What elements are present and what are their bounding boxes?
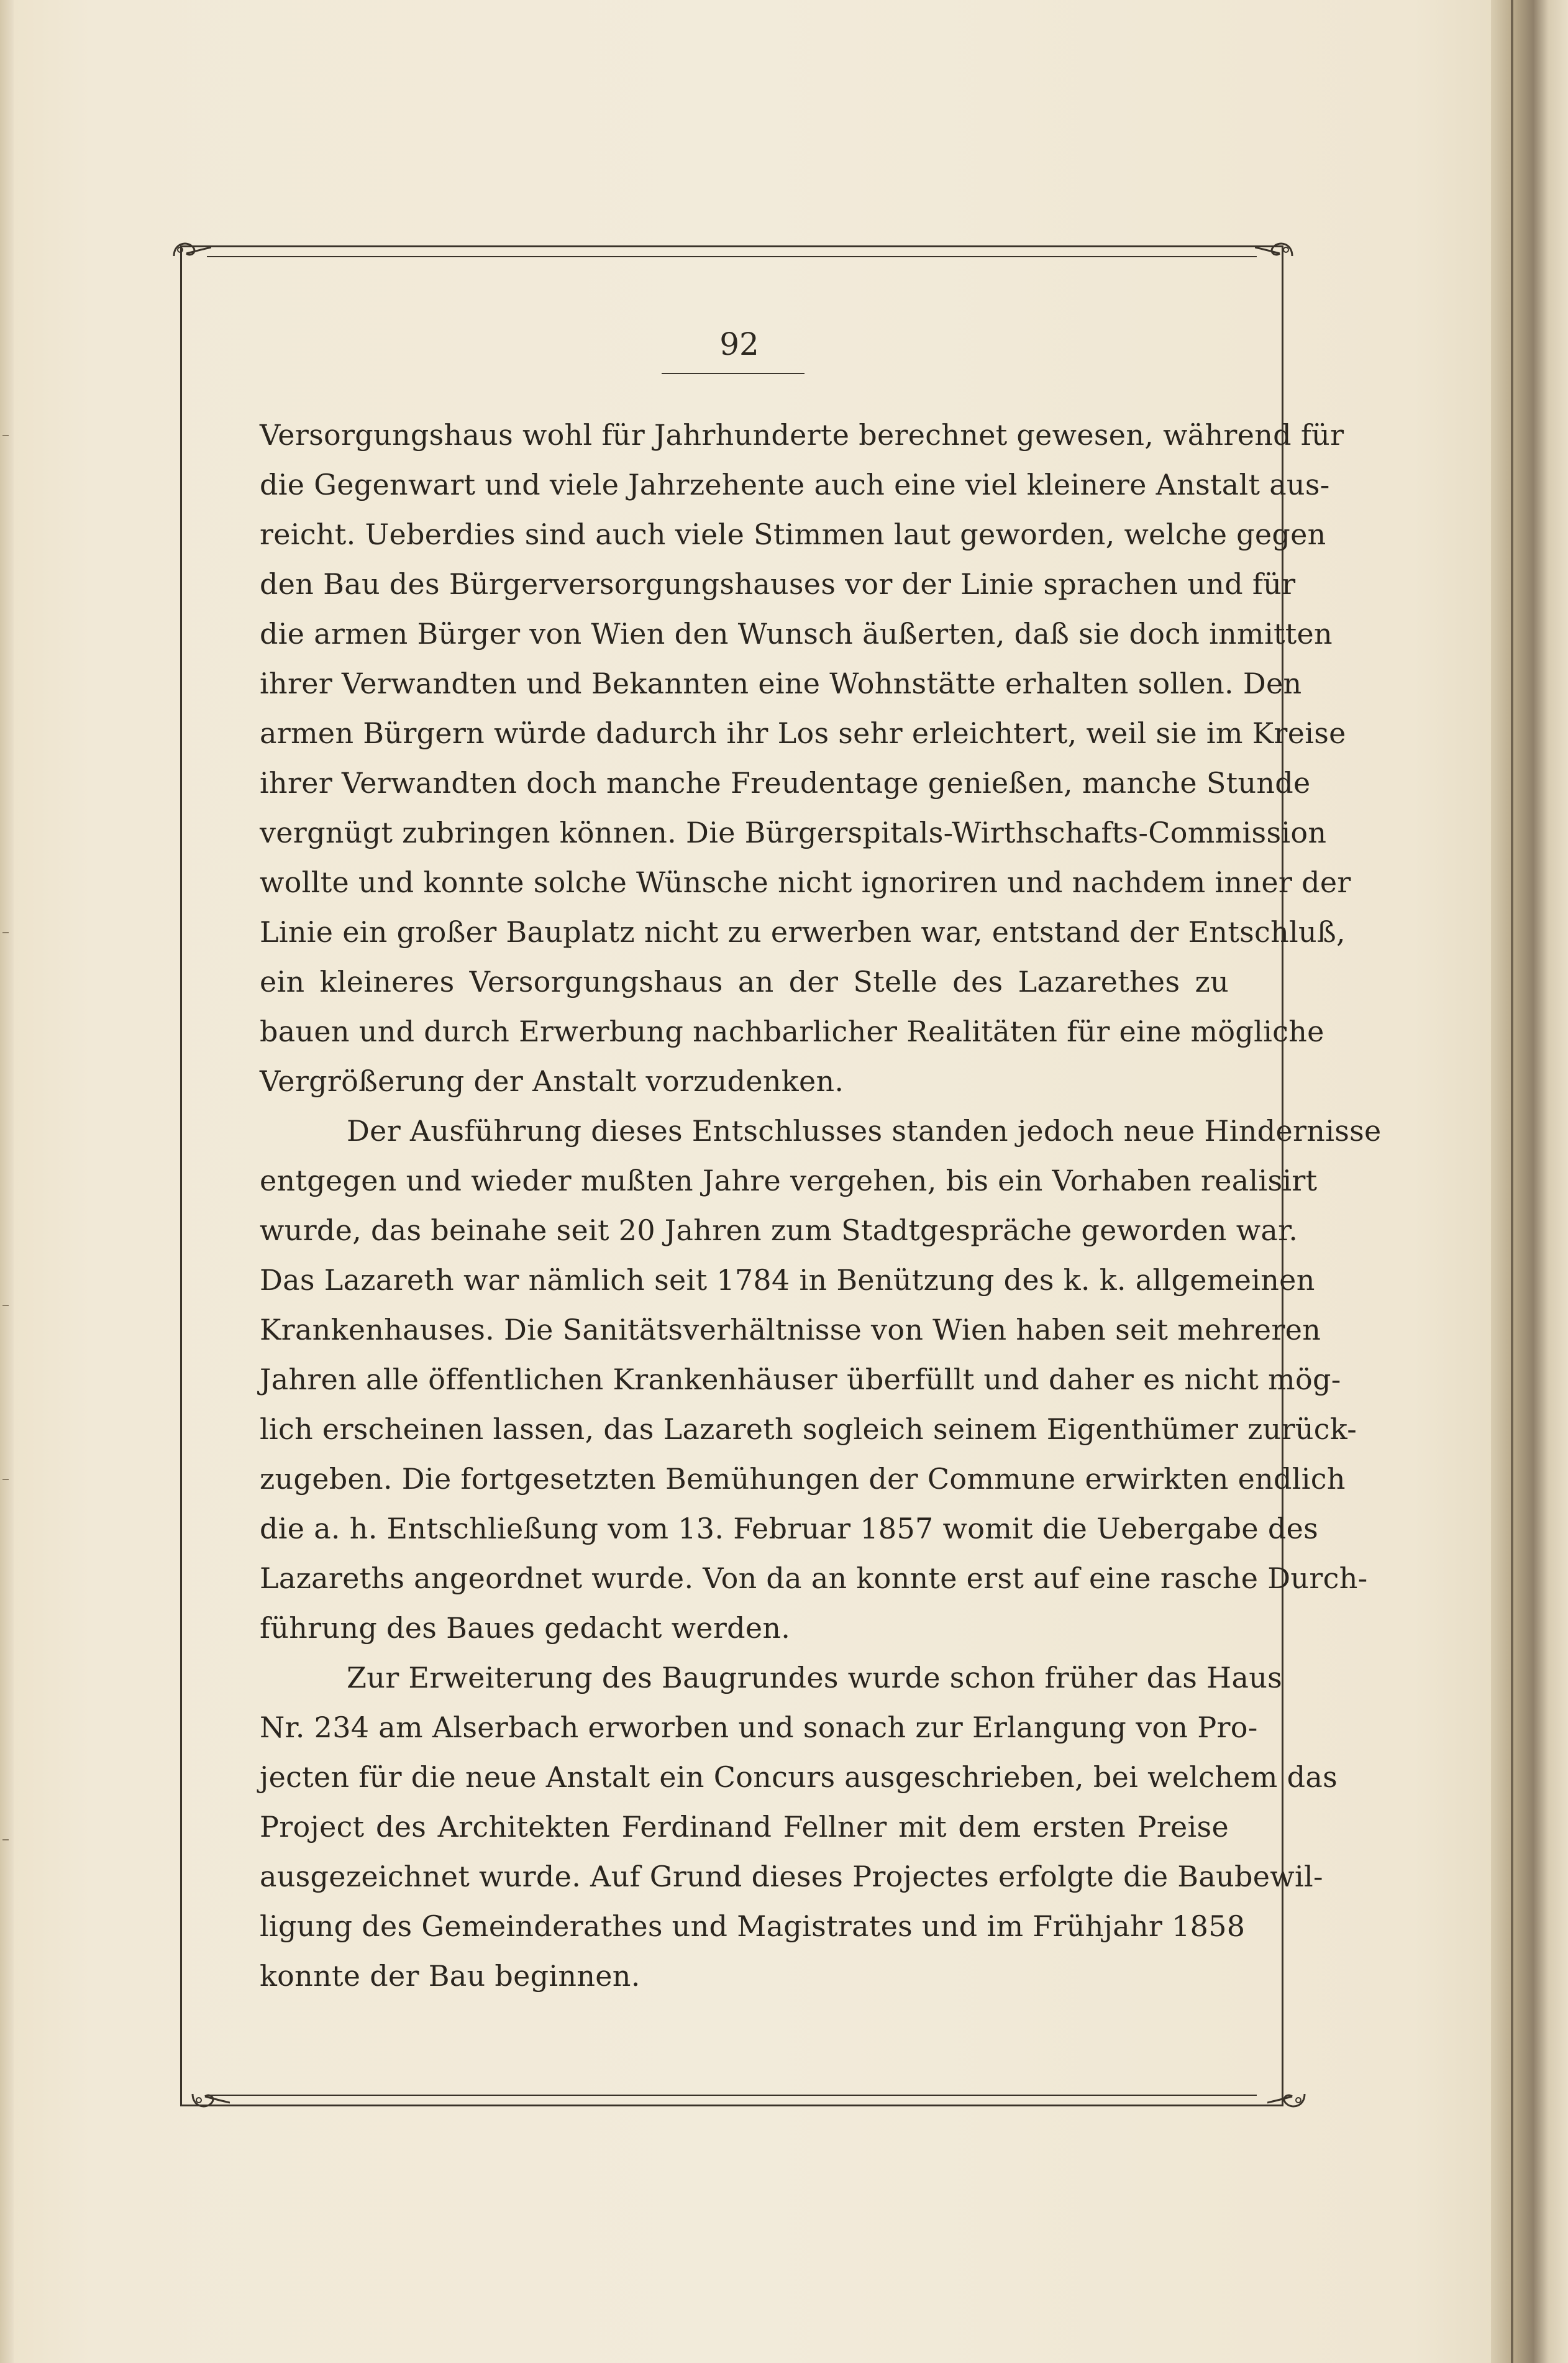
- text-line: die armen Bürger von Wien den Wunsch äußerten, daß sie doch inmitten: [260, 617, 1333, 651]
- text-line: zugeben. Die fortgesetzten Bemühungen der Commune erwirkten endlich: [260, 1462, 1346, 1496]
- frame-inner-bottom-rule: [207, 2095, 1257, 2096]
- text-line: Jahren alle öffentlichen Krankenhäuser überfüllt und daher es nicht mög-: [260, 1363, 1341, 1396]
- text-line: Linie ein großer Bauplatz nicht zu erwerben war, entstand der Entschluß,: [260, 915, 1346, 949]
- page-left-edge: [0, 0, 14, 2363]
- text-line: konnte der Bau beginnen.: [260, 1959, 640, 1993]
- text-line: lich erscheinen lassen, das Lazareth sogleich seinem Eigenthümer zurück-: [260, 1412, 1357, 1446]
- corner-ornament-bottom-right-icon: [1267, 2075, 1311, 2119]
- book-spine-line: [1511, 0, 1513, 2363]
- body-text: [260, 410, 1382, 2001]
- corner-ornament-bottom-left-icon: [186, 2075, 230, 2119]
- text-line: ausgezeichnet wurde. Auf Grund dieses Projectes erfolgte die Baubewil-: [260, 1860, 1323, 1893]
- text-line: entgegen und wieder mußten Jahre vergehen, bis ein Vorhaben realisirt: [260, 1164, 1318, 1197]
- text-line: Lazareths angeordnet wurde. Von da an konnte erst auf eine rasche Durch-: [260, 1561, 1368, 1595]
- text-line: den Bau des Bürgerversorgungshauses vor der Linie sprachen und für: [260, 567, 1296, 601]
- text-line: Versorgungshaus wohl für Jahrhunderte berechnet gewesen, während für: [260, 418, 1344, 452]
- text-line: Das Lazareth war nämlich seit 1784 in Benützung des k. k. allgemeinen: [260, 1263, 1315, 1297]
- text-line: Zur Erweiterung des Baugrundes wurde schon früher das Haus: [347, 1661, 1283, 1694]
- text-line: Project des Architekten Ferdinand Fellner mit dem ersten Preise: [260, 1810, 1229, 1844]
- text-line: ihrer Verwandten und Bekannten eine Wohnstätte erhalten sollen. Den: [260, 667, 1302, 700]
- page-number-rule: [662, 373, 805, 374]
- text-line: Vergrößerung der Anstalt vorzudenken.: [260, 1064, 844, 1098]
- frame-inner-top-rule: [207, 256, 1257, 257]
- text-line: wurde, das beinahe seit 20 Jahren zum Stadtgespräche geworden war.: [260, 1213, 1298, 1247]
- text-line: vergnügt zubringen können. Die Bürgerspitals-Wirthschafts-Commission: [260, 816, 1327, 849]
- corner-ornament-top-right-icon: [1255, 231, 1298, 275]
- book-spine-shadow: [1491, 0, 1568, 2363]
- text-line: wollte und konnte solche Wünsche nicht ignoriren und nachdem inner der: [260, 866, 1351, 899]
- text-line: führung des Baues gedacht werden.: [260, 1611, 791, 1645]
- text-line: die a. h. Entschließung vom 13. Februar 1857 womit die Uebergabe des: [260, 1512, 1319, 1545]
- text-line: Der Ausführung dieses Entschlusses standen jedoch neue Hindernisse: [347, 1114, 1382, 1148]
- text-line: armen Bürgern würde dadurch ihr Los sehr erleichtert, weil sie im Kreise: [260, 716, 1346, 750]
- text-line: die Gegenwart und viele Jahrzehente auch eine viel kleinere Anstalt aus-: [260, 468, 1330, 501]
- corner-ornament-top-left-icon: [168, 231, 211, 275]
- text-line: Krankenhauses. Die Sanitätsverhältnisse von Wien haben seit mehreren: [260, 1313, 1321, 1346]
- text-line: ligung des Gemeinderathes und Magistrates und im Frühjahr 1858: [260, 1909, 1246, 1943]
- text-line: bauen und durch Erwerbung nachbarlicher Realitäten für eine mögliche: [260, 1015, 1324, 1048]
- text-line: Nr. 234 am Alserbach erworben und sonach zur Erlangung von Pro-: [260, 1711, 1258, 1744]
- page-number: 92: [719, 326, 759, 362]
- text-line: ein kleineres Versorgungshaus an der Stelle des Lazarethes zu: [260, 965, 1229, 999]
- text-line: jecten für die neue Anstalt ein Concurs ausgeschrieben, bei welchem das: [260, 1760, 1338, 1794]
- text-line: reicht. Ueberdies sind auch viele Stimmen laut geworden, welche gegen: [260, 518, 1326, 551]
- text-line: ihrer Verwandten doch manche Freudentage genießen, manche Stunde: [260, 766, 1311, 800]
